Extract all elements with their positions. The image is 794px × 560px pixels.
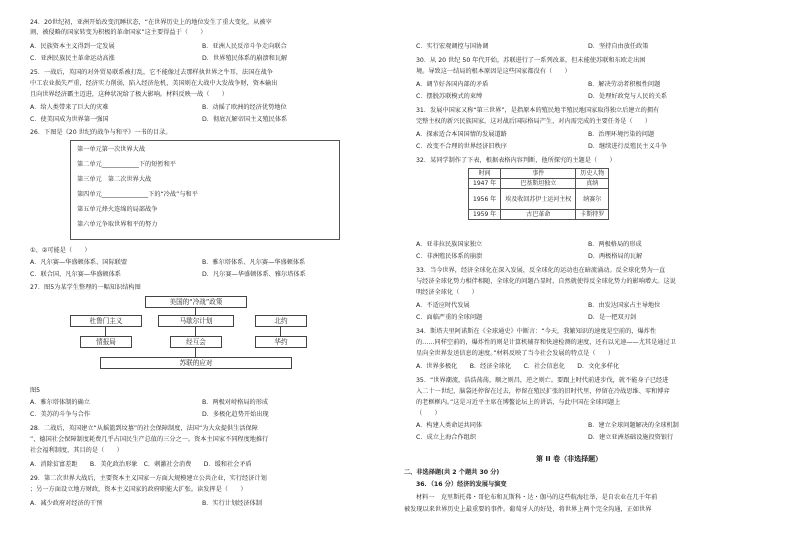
table-cell: 巴基斯坦独立 xyxy=(501,179,576,189)
q33-stem: 明经济全球化（ ） xyxy=(416,289,478,296)
material-one-line: 被发现以来世界历史上最重要的事件。葡萄牙人的好处，将世界上两个完全沟通，正如世界 xyxy=(404,506,652,513)
q30-stem: 30．从 20 世纪 50 年代开始，苏联进行了一系列改革，但未能使苏联和东欧走出困 xyxy=(416,57,646,64)
q30-option-a: A．调节好各国内部的矛盾 xyxy=(416,81,489,88)
q32-option-c: C．非洲殖民体系的崩溃 xyxy=(416,253,483,260)
q25-option-a: A．给人类带来了巨大的灾难 xyxy=(30,104,109,111)
table-cell: 1947 年 xyxy=(469,179,501,189)
q24-stem: 24．20世纪初，亚洲开始改变沉睡状态，“在世界历史上的地位发生了重大变化，从被宰 xyxy=(30,19,272,26)
toc-unit-5: 第五单元烽火连绵的局部战争 xyxy=(77,206,158,213)
q24-option-c: C．亚洲民族民主革命运动高涨 xyxy=(30,55,115,62)
q24-stem: 割、被侵略的国家转变为积极的革命国家”这主要得益于（ ） xyxy=(30,29,207,36)
toc-unit-4: 第四单元_______________下的“冷战”与和平 xyxy=(77,191,198,198)
diagram-box-cominform: 情报局 xyxy=(80,336,132,348)
q36-heading: 36．（16 分）经济的发展与演变 xyxy=(416,481,507,488)
q29-stem: ；另一方面设立地方财政，资本主义国家的政府职能大扩张。读发挥是（ ） xyxy=(30,486,247,493)
table-header-cell: 时间 xyxy=(469,169,501,179)
q28-stem: ”，德国社会保障制度耗费几乎占国民生产总值的三分之一。资本主国家不同程度地推行 xyxy=(30,436,269,443)
q35-option-a: A．构建人类命运共同体 xyxy=(416,422,483,429)
q31-option-b: B．治理环境污染的问题 xyxy=(588,131,655,138)
q28-stem: 社会福利制度，其目的是（ ） xyxy=(30,447,123,454)
q27-stem: 27．图5为某学生整理的一幅知识结构图 xyxy=(30,284,141,291)
q24-option-b: B．亚洲人民反帝斗争走向联合 xyxy=(202,43,287,50)
diagram-box-nato: 北约 xyxy=(255,315,307,327)
q32-option-d: D．两极格局的瓦解 xyxy=(588,253,643,260)
q29-stem: 29．第二次世界大战后，主要资本主义国家一方面大规模建立公共企业，实行经济计划 xyxy=(30,475,267,482)
table-row xyxy=(469,179,609,189)
table-of-contents xyxy=(70,140,340,240)
q26-option-d: D．凡尔赛—华盛顿体系、雅尔塔体系 xyxy=(202,271,306,278)
table-header-row xyxy=(469,169,609,179)
q34-stem: 星向全世界发送信息的速度。”材料反映了当今社会发展的特点是（ ） xyxy=(416,350,615,357)
toc-unit-3: 第三单元 第二次世界大战 xyxy=(77,176,152,183)
q35-option-d: D．建立亚洲基础设施投资银行 xyxy=(588,434,674,441)
q24-option-a: A．民族资本主义得到一定发展 xyxy=(30,43,115,50)
table-cell: 1959 年 xyxy=(469,210,501,220)
q25-stem: 25．一战后，英国的对外贸易联系被打乱，它不能像过去那样执世界之牛耳，法国在战争 xyxy=(30,69,273,76)
q32-table xyxy=(468,168,609,220)
q32-option-a: A．亚非拉民族国家独立 xyxy=(416,241,483,248)
q33-option-c: C．面临严重的全球问题 xyxy=(416,314,483,321)
q32-option-b: B．两极格局的形成 xyxy=(588,241,642,248)
diagram-box-marshall: 马歇尔计划 xyxy=(158,315,234,327)
q26-option-b: B．雅尔塔体系、凡尔赛—华盛顿体系 xyxy=(202,259,306,266)
cold-war-diagram xyxy=(70,296,320,384)
part-two-title: 第 II 卷（非选择题） xyxy=(536,455,603,463)
q35-stem: （ ） xyxy=(416,410,441,417)
diagram-bottom-box: 苏联的应对 xyxy=(100,357,292,369)
q26-option-a: A．凡尔赛—华盛顿体系、国际联盟 xyxy=(30,259,128,266)
table-cell: 纳赛尔 xyxy=(576,189,609,210)
q27-option-b: B．两极对峙格局的形成 xyxy=(202,399,269,406)
section-heading: 二、非选择题(共 2 个题共 30 分) xyxy=(404,469,500,476)
q35-option-c: C．成立上海合作组织 xyxy=(416,434,477,441)
q35-option-b: B．建立全球问题解决的全球机制 xyxy=(588,422,679,429)
q26-ask: ①、②可能是（ ） xyxy=(30,247,91,254)
q27-option-d: D．多极化趋势开始出现 xyxy=(202,411,269,418)
q30-stem: 境。导致这一结局的根本原因是这些国家都没有（ ） xyxy=(416,68,571,75)
q29-option-c: C．实行宏观调控与国协调 xyxy=(416,43,489,50)
q31-option-d: D．继续进行反殖民主义斗争 xyxy=(588,143,668,150)
table-cell: 卡斯特罗 xyxy=(576,210,609,220)
diagram-box-comecon: 经互会 xyxy=(170,336,222,348)
table-row xyxy=(469,189,609,210)
q25-option-b: B．动摇了欧洲的经济优势地位 xyxy=(202,104,287,111)
q28-stem: 28．二战后，英国建立“从摇篮到坟墓”的社会保障制度，法国“为大众提供生活保障 xyxy=(30,425,258,432)
q33-option-b: B．由发达国家占主导地位 xyxy=(588,302,661,309)
q30-option-c: C．摆脱苏联模式的束缚 xyxy=(416,93,483,100)
q29-option-b: B．实行计划经济体制 xyxy=(202,500,262,507)
q32-stem: 32．某同学制作了下表，根据表格内容判断，他所探究的主题是（ ） xyxy=(416,157,616,164)
q25-option-c: C．使美国成为世界第一强国 xyxy=(30,116,109,123)
q35-stem: 入二十一世纪，脑袋还停留在过去，停留在殖民扩张的旧时代里，停留在冷战思维、零和博弈 xyxy=(416,388,670,395)
q31-stem: 31．发展中国家又称“第三世界”，是指原本的殖民地半殖民地国家取得独立后建立的拥有 xyxy=(416,107,660,114)
diagram-box-truman: 杜鲁门主义 xyxy=(70,315,142,327)
q25-stem: 且向世界经济霸主迈进，这种状况给了极大影响。材料反映一战（ ） xyxy=(30,91,228,98)
q35-stem: 35．“世界潮流，浩浩荡荡，顺之则昌，逆之则亡。要跟上时代前进步伐，就不能身子已经进 xyxy=(416,377,669,384)
q27-option-c: C．美苏的斗争与合作 xyxy=(30,411,91,418)
q34-stem: 的……同样空前的，爆炸性的则是计算机辅存和快速检测的速度，还有以光速——尤其是通过卫 xyxy=(416,339,676,346)
q25-option-d: D．彻底瓦解帝国主义殖民体系 xyxy=(202,116,288,123)
diagram-box-warsaw: 华约 xyxy=(255,336,307,348)
q26-stem: 26．下图是《20 世纪的战争与和平》一书的目录。 xyxy=(30,129,172,136)
table-cell: 真纳 xyxy=(576,179,609,189)
q28-options: A．消除贫富差距 B．美化政治形象 C．刺激社会消费 D．缓和社会矛盾 xyxy=(30,461,252,468)
table-header-cell: 历史人物 xyxy=(576,169,609,179)
q30-option-d: D．处理好政党与人民的关系 xyxy=(588,93,668,100)
q25-stem: 中工农业损失严重，经济实力削弱，陷入经济危机，美国则在大战中大发战争财，资本输出 xyxy=(30,80,278,87)
table-cell: 古巴革命 xyxy=(501,210,576,220)
q31-option-c: C．改变不合理的世界经济旧秩序 xyxy=(416,143,507,150)
table-row xyxy=(469,210,609,220)
table-cell: 埃及收回苏伊士运河主权 xyxy=(501,189,576,210)
q31-stem: 完整主权的新兴民族国家，这对战后国际格局产生，对内需完成的主要任务是（ ） xyxy=(416,118,652,125)
q31-option-a: A．探索适合本国国情的发展道路 xyxy=(416,131,507,138)
q29-option-d: D．坚持自由放任政策 xyxy=(588,43,649,50)
q30-option-b: B．解决劳动者积极性问题 xyxy=(588,81,661,88)
material-one-line: 材料一 克里斯托弗・哥伦布和瓦斯科・达・伽马的这些航海壮举，是自农业在几千年前 xyxy=(416,494,658,501)
q35-stem: 的老框框内。”这是习近平主席在博鳌论坛上的讲话，与此中国在全球问题上 xyxy=(416,399,621,406)
q29-option-a: A．减少政府对经济的干预 xyxy=(30,500,103,507)
toc-unit-1: 第一单元第一次世界大战 xyxy=(77,146,146,153)
q33-option-d: D．是一把双刃剑 xyxy=(588,314,637,321)
q24-option-d: D．世界殖民体系的崩溃和瓦解 xyxy=(202,55,288,62)
q27-option-a: A．雅尔塔体制的确立 xyxy=(30,399,90,406)
table-header-cell: 事件 xyxy=(501,169,576,179)
figure-caption: 图5 xyxy=(30,387,41,394)
q34-stem: 34．斯塔夫里阿诺斯在《全球通史》中断言：“今天，我繁知识的速度是空前的，爆炸性 xyxy=(416,328,657,335)
diagram-top-box: 美国的“冷战”政策 xyxy=(145,296,247,308)
q33-stem: 与经济全球化势力相伴相随，全球化的问题凸显时，自然就使得反全球化势力的影响增大。这说 xyxy=(416,278,676,285)
toc-unit-6: 第六单元争取世界和平的努力 xyxy=(77,221,158,228)
q33-option-a: A．不适应时代发展 xyxy=(416,302,470,309)
q34-options: A．世界多极化 B．经济全球化 C．社会信息化 D．文化多样化 xyxy=(416,363,620,370)
toc-unit-2: 第二单元____________下的短暂和平 xyxy=(77,161,176,168)
q33-stem: 33．当今世界，经济全球化在深入发展，反全球化的运动也在暗流涌动。反全球化势为一直 xyxy=(416,267,666,274)
table-cell: 1956 年 xyxy=(469,189,501,210)
q26-option-c: C．联合国、凡尔赛—华盛顿体系 xyxy=(30,271,121,278)
